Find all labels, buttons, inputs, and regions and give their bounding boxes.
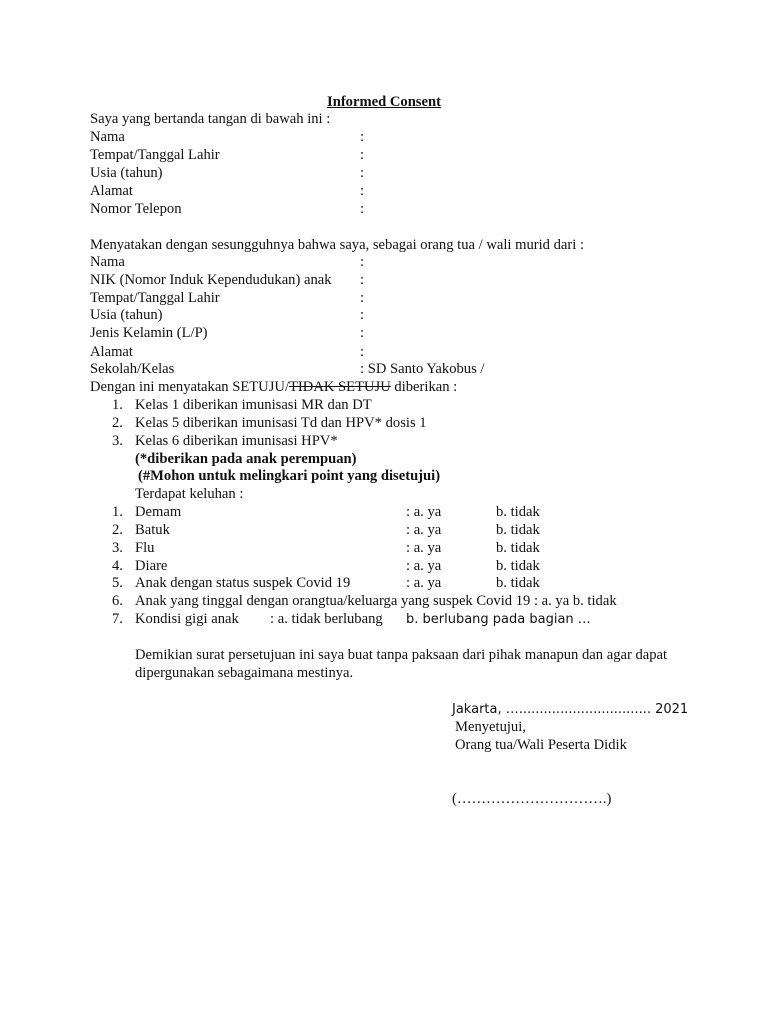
complaint-label: Diare [135, 558, 168, 574]
option-b: b. tidak [496, 522, 540, 538]
list-number: 4. [112, 558, 123, 574]
consent-struck-option: TIDAK SETUJU [289, 379, 391, 395]
option-a: : a. ya [406, 504, 442, 520]
list-number: 6. [112, 593, 123, 609]
field-colon: : [360, 165, 365, 181]
complaint-label: Demam [135, 504, 182, 520]
option-b: b. tidak [496, 558, 540, 574]
option-a: : a. tidak berlubang [270, 611, 383, 627]
note-girls: (*diberikan pada anak perempuan) [135, 451, 357, 467]
field-colon: : [360, 290, 365, 306]
list-number: 2. [112, 415, 123, 431]
complaint-label: Anak yang tinggal dengan orangtua/keluarga yang suspek Covid 19 : a. ya b. tidak [135, 593, 617, 609]
school-value: : SD Santo Yakobus / [360, 361, 485, 377]
field-label: Nama [90, 254, 125, 270]
list-number: 3. [112, 540, 123, 556]
field-label: NIK (Nomor Induk Kependudukan) anak [90, 272, 332, 288]
option-a: : a. ya [406, 558, 442, 574]
consent-statement [90, 379, 457, 396]
list-number: 3. [112, 433, 123, 449]
note-circle: (#Mohon untuk melingkari point yang disetujui) [138, 468, 441, 484]
field-colon: : [360, 344, 365, 360]
complaints-header: Terdapat keluhan : [135, 486, 244, 502]
option-b: b. tidak [496, 575, 540, 591]
agree-text: Menyetujui, [455, 719, 526, 735]
field-label: Jenis Kelamin (L/P) [90, 325, 208, 341]
list-number: 2. [112, 522, 123, 538]
closing-line-1: Demikian surat persetujuan ini saya buat tanpa paksaan dari pihak manapun dan agar dapat [135, 647, 668, 663]
field-label: Tempat/Tanggal Lahir [90, 147, 220, 163]
field-label: Nama [90, 129, 125, 145]
field-label: Nomor Telepon [90, 201, 182, 217]
complaint-label: Batuk [135, 522, 170, 538]
field-label: Alamat [90, 344, 133, 360]
field-label: Usia (tahun) [90, 307, 163, 323]
consent-prefix: Dengan ini menyatakan SETUJU/ [90, 379, 289, 395]
option-a: : a. ya [406, 522, 442, 538]
field-colon: : [360, 129, 365, 145]
field-colon: : [360, 183, 365, 199]
option-a: : a. ya [406, 540, 442, 556]
place-date: Jakarta, …................................ 2021 [452, 702, 689, 717]
list-item: Kelas 6 diberikan imunisasi HPV* [135, 433, 338, 449]
closing-line-2: dipergunakan sebagaimana mestinya. [135, 665, 354, 681]
field-label: Alamat [90, 183, 133, 199]
option-b: b. tidak [496, 540, 540, 556]
field-colon: : [360, 201, 365, 217]
signature-name-line: (………………………….) [452, 791, 612, 807]
option-b: b. berlubang pada bagian … [406, 612, 591, 627]
list-item: Kelas 5 diberikan imunisasi Td dan HPV* dosis 1 [135, 415, 427, 431]
field-colon: : [360, 307, 365, 323]
consent-suffix: diberikan : [390, 379, 458, 395]
field-colon: : [360, 272, 365, 288]
field-label: Tempat/Tanggal Lahir [90, 290, 220, 306]
list-number: 5. [112, 575, 123, 591]
list-number: 7. [112, 611, 123, 627]
list-number: 1. [112, 504, 123, 520]
complaint-label: Flu [135, 540, 155, 556]
list-number: 1. [112, 397, 123, 413]
page-title: Informed Consent [327, 94, 441, 110]
complaint-label: Anak dengan status suspek Covid 19 [135, 575, 351, 591]
field-colon: : [360, 254, 365, 270]
declaration-text: Menyatakan dengan sesungguhnya bahwa saya, sebagai orang tua / wali murid dari : [90, 237, 585, 253]
signer-role: Orang tua/Wali Peserta Didik [455, 737, 627, 753]
list-item: Kelas 1 diberikan imunisasi MR dan DT [135, 397, 372, 413]
field-label: Usia (tahun) [90, 165, 163, 181]
complaint-label: Kondisi gigi anak [135, 611, 239, 627]
field-colon: : [360, 325, 365, 341]
intro-text: Saya yang bertanda tangan di bawah ini : [90, 111, 331, 127]
option-a: : a. ya [406, 575, 442, 591]
option-b: b. tidak [496, 504, 540, 520]
field-label: Sekolah/Kelas [90, 361, 175, 377]
field-colon: : [360, 147, 365, 163]
